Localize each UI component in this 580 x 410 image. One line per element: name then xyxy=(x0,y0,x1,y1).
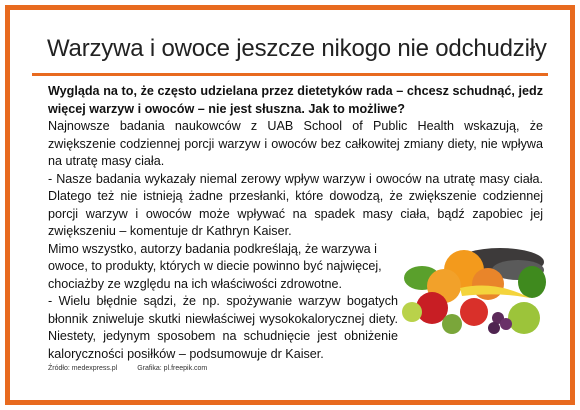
title-underline xyxy=(32,73,548,76)
source-credit: Źródło: medexpress.pl xyxy=(48,365,118,372)
footer-credits xyxy=(48,365,225,372)
paragraph-2: - Nasze badania wykazały niemal zerowy wpływ warzyw i owoców na utratę masy ciała. Dlatego też nie istnieją żadne przesłanki, które dowodzą, że zwiększenie codziennej porcji warzyw i owoców może wpływać na spadek masy ciała, bądź zapobiec jej zwiększeniu – komentuje dr Kathryn Kaiser. xyxy=(48,171,543,238)
paragraph-1: Najnowsze badania naukowców z UAB School of Public Health wskazują, że zwiększenie codziennej porcji warzyw i owoców bez całkowitej zmiany diety, nie wpływa na utratę masy ciała. xyxy=(48,119,543,168)
fruits-vegetables-image xyxy=(400,240,548,340)
lead-paragraph: Wygląda na to, że często udzielana przez dietetyków rada – chcesz schudnąć, jedz więcej warzyw i owoców – nie jest słuszna. Jak to możliwe? xyxy=(48,84,543,116)
paragraph-3: Mimo wszystko, autorzy badania podkreślają, że warzywa i owoce, to produkty, których w diecie powinno być najwięcej, chociażby ze względu na ich właściwości zdrowotne. xyxy=(48,241,382,291)
paragraph-4: - Wielu błędnie sądzi, że np. spożywanie warzyw bogatych błonnik zniweluje skutki niewłaściwej wysokokalorycznej diety. Niestety, jedynym sposobem na schudnięcie jest obniżenie kaloryczności posiłków – podsumowuje dr Kaiser. xyxy=(48,294,398,361)
graphic-credit: Grafika: pl.freepik.com xyxy=(137,365,208,372)
page-title: Warzywa i owoce jeszcze nikogo nie odchudziły xyxy=(47,35,547,62)
